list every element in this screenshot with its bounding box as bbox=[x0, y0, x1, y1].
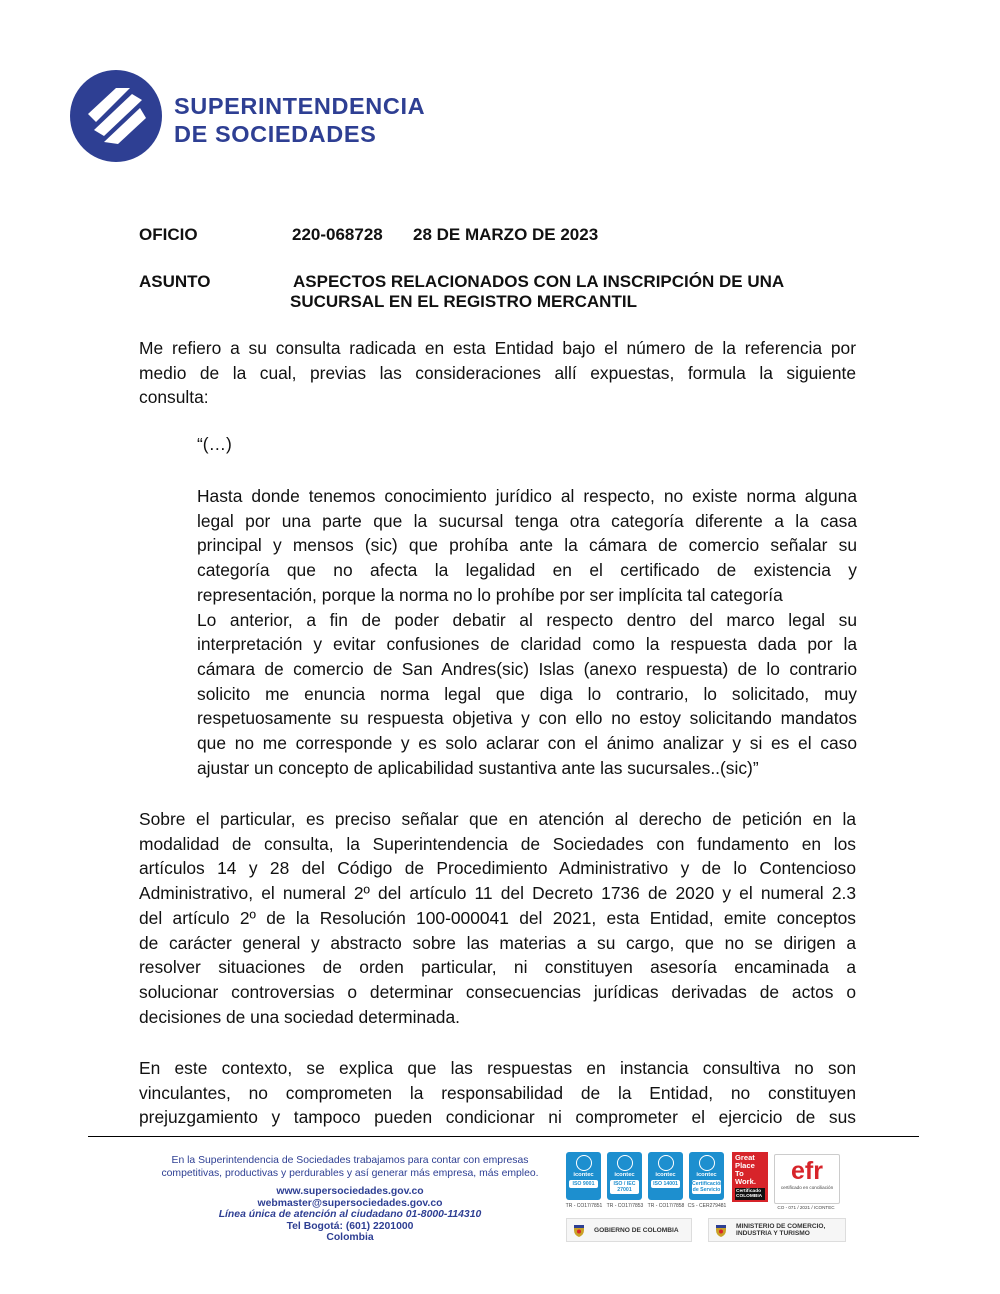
text-line: consulta: bbox=[139, 387, 209, 408]
efr-text: efr bbox=[791, 1157, 823, 1185]
oficio-date: 28 DE MARZO DE 2023 bbox=[413, 225, 599, 244]
text-line: representación, porque la norma no lo prohíbe por ser implícita tal categoría bbox=[197, 584, 783, 605]
footer-contact bbox=[150, 1155, 550, 1244]
text-line: solucionar controversias o determinar consecuencias jurídicas derivadas de actos o bbox=[139, 981, 856, 1002]
cert-brand: icontec bbox=[696, 1172, 717, 1178]
footer-mission-line1: En la Superintendencia de Sociedades trabajamos para contar con empresas bbox=[171, 1155, 529, 1166]
text-line: resolver situaciones de orden particular, ni constituyen asesoría encaminada a bbox=[139, 957, 856, 978]
org-name bbox=[174, 92, 425, 148]
footer-email-link[interactable]: webmaster@supersociedades.gov.co bbox=[257, 1197, 443, 1209]
supersociedades-logo-icon bbox=[70, 70, 162, 162]
colombia-coat-of-arms-icon bbox=[713, 1222, 729, 1238]
efr-code: CO - 071 / 2021 / ICONTEC bbox=[777, 1205, 835, 1210]
footer-hotline: Línea única de atención al ciudadano 01-8000-114310 bbox=[218, 1209, 482, 1221]
icontec-iso9001-badge bbox=[566, 1152, 601, 1200]
text-line: artículos 14 y 28 del Código de Procedimiento Administrativo y de lo Contencioso bbox=[139, 858, 856, 879]
cert-standard: Certificación de Servicio bbox=[692, 1181, 724, 1193]
gptw-sub: Certificado COLOMBIA bbox=[735, 1188, 765, 1200]
asunto-label: ASUNTO bbox=[139, 272, 211, 291]
text-line: En este contexto, se explica que las respuestas en instancia consultiva no son bbox=[139, 1058, 856, 1078]
footer-mission bbox=[150, 1155, 550, 1180]
asunto-line2: SUCURSAL EN EL REGISTRO MERCANTIL bbox=[290, 292, 637, 311]
efr-sub: certificado en conciliación bbox=[780, 1185, 834, 1190]
text-line: prejuzgamiento y tampoco pueden condicionar ni comprometer el ejercicio de sus bbox=[139, 1107, 856, 1128]
footer-country: Colombia bbox=[326, 1232, 374, 1244]
text-line: de carácter general y abstracto sobre las materias a su cargo, que no se dirigen a bbox=[139, 932, 856, 953]
oficio-number: 220-068728 bbox=[292, 225, 383, 244]
asunto-line1: ASPECTOS RELACIONADOS CON LA INSCRIPCIÓN DE UNA bbox=[293, 272, 785, 291]
org-name-line2: DE SOCIEDADES bbox=[174, 121, 377, 147]
gobierno-colombia-logo bbox=[566, 1218, 692, 1242]
text-line: Administrativo, el numeral 2º del artículo 11 del Decreto 1736 de 2020 y el numeral 2.3 bbox=[139, 883, 856, 904]
cert-code: TR - CO17/7858 bbox=[647, 1203, 685, 1209]
text-line: respetuosamente su respuesta objetiva y con ello no estoy solicitando mandatos bbox=[197, 708, 857, 729]
footer-mission-line2: competitivas, productivas y perdurables y así generar más empresa, más empleo. bbox=[161, 1167, 539, 1179]
text-line: legal por una parte que la sucursal tenga otra categoría diferente a la casa bbox=[197, 510, 857, 531]
context-paragraph bbox=[139, 1056, 856, 1130]
cert-brand: icontec bbox=[655, 1172, 676, 1178]
quoted-consultation bbox=[197, 484, 857, 780]
intro-paragraph bbox=[139, 336, 856, 410]
great-place-to-work-badge bbox=[732, 1152, 768, 1202]
text-line: categoría que no afecta la legalidad en el certificado de existencia y bbox=[197, 560, 857, 581]
icontec-icon bbox=[617, 1155, 633, 1171]
text-line: Hasta donde tenemos conocimiento jurídico al respecto, no existe norma alguna bbox=[197, 486, 857, 506]
org-logo bbox=[70, 70, 470, 166]
footer-contact-details bbox=[150, 1186, 550, 1244]
text-line: solicito me enuncia norma legal que diga lo contrario, lo solicitado, muy bbox=[197, 683, 857, 704]
cert-code: TR - CO17/7853 bbox=[606, 1203, 644, 1209]
text-line: ajustar un concepto de aplicabilidad sustantiva ante las sucursales..(sic)” bbox=[197, 757, 759, 778]
cert-code: CS - CER279481 bbox=[687, 1203, 727, 1209]
icontec-iso14001-badge bbox=[648, 1152, 683, 1200]
text-line: que no me corresponde y es solo aclarar con el ánimo analizar y si es el caso bbox=[197, 733, 857, 754]
icontec-iso27001-badge bbox=[607, 1152, 642, 1200]
cert-code: TR - CO17/7851 bbox=[565, 1203, 603, 1209]
text-line: decisiones de una sociedad determinada. bbox=[139, 1006, 460, 1027]
colombia-coat-of-arms-icon bbox=[571, 1222, 587, 1238]
mincomercio-logo bbox=[708, 1218, 846, 1242]
footer-divider bbox=[88, 1136, 919, 1137]
text-line: cámara de comercio de San Andres(sic) Islas (anexo respuesta) de lo contrario bbox=[197, 658, 857, 679]
oficio-label: OFICIO bbox=[139, 225, 198, 244]
text-line: Lo anterior, a fin de poder debatir al respecto dentro del marco legal su bbox=[197, 609, 857, 630]
icontec-icon bbox=[699, 1155, 715, 1171]
text-line: vinculantes, no comprometen la responsabilidad de la Entidad, no constituyen bbox=[139, 1082, 856, 1103]
org-name-line1: SUPERINTENDENCIA bbox=[174, 93, 426, 119]
text-line: modalidad de consulta, la Superintendencia de Sociedades con fundamento en los bbox=[139, 833, 856, 854]
cert-brand: icontec bbox=[614, 1172, 635, 1178]
text-line: Sobre el particular, es preciso señalar que en atención al derecho de petición en la bbox=[139, 809, 856, 829]
asunto-subject bbox=[290, 272, 890, 312]
cert-standard: ISO 14001 bbox=[651, 1180, 680, 1188]
footer-phone: Tel Bogotá: (601) 2201000 bbox=[286, 1220, 414, 1232]
gptw-text: Great Place To Work. bbox=[735, 1153, 756, 1186]
response-paragraph bbox=[139, 807, 856, 1029]
ministry-label bbox=[736, 1219, 825, 1241]
footer-website-link[interactable]: www.supersociedades.gov.co bbox=[276, 1186, 424, 1197]
cert-brand: icontec bbox=[573, 1172, 594, 1178]
efr-badge bbox=[774, 1154, 840, 1204]
gov-label: GOBIERNO DE COLOMBIA bbox=[594, 1226, 679, 1234]
cert-standard: ISO / IEC 27001 bbox=[610, 1180, 639, 1194]
text-line: Me refiero a su consulta radicada en esta Entidad bajo el número de la referencia por bbox=[139, 338, 856, 358]
cert-standard: ISO 9001 bbox=[569, 1180, 598, 1188]
certification-logos bbox=[566, 1152, 846, 1212]
text-line: del artículo 2º de la Resolución 100-000041 del 2021, esta Entidad, emite conceptos bbox=[139, 907, 856, 928]
icontec-service-badge bbox=[689, 1152, 724, 1200]
ministry-line2: INDUSTRIA Y TURISMO bbox=[736, 1230, 810, 1237]
icontec-icon bbox=[576, 1155, 592, 1171]
text-line: principal y mensos (sic) que prohíba ante la cámara de comercio señalar su bbox=[197, 535, 857, 556]
text-line: interpretación y evitar confusiones de claridad como la respuesta dada por la bbox=[197, 634, 857, 655]
icontec-icon bbox=[658, 1155, 674, 1171]
ministry-line1: MINISTERIO DE COMERCIO, bbox=[736, 1223, 826, 1230]
quote-open: “(…) bbox=[197, 434, 232, 454]
text-line: medio de la cual, previas las consideraciones allí expuestas, formula la siguiente bbox=[139, 362, 856, 383]
